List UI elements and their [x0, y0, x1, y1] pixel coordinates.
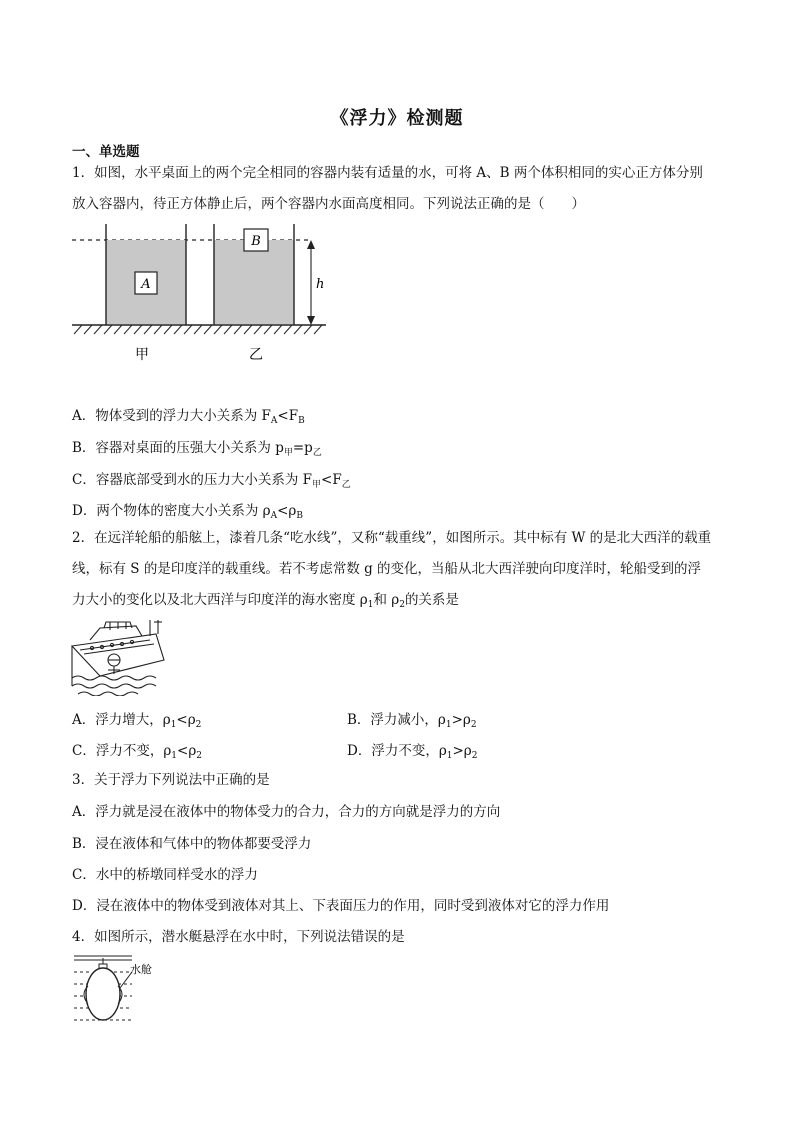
label-yi: 乙 [249, 347, 263, 363]
q2-option-a[interactable]: A．浮力增大，$\rho_1<\rho_2$ [72, 712, 202, 730]
q2-stem: 2．在远洋轮船的船舷上，漆着几条“吃水线”，又称“载重线”，如图所示。其中标有 W 的是北大西洋的载重 线，标有 S 的是印度洋的载重线。若不考虑常数 g 的变化，当船从北大西洋驶向印度洋时，轮船受到的浮 力大小的变化以及北大西洋与印度洋的海水密度 $\rho_1$和 $\rho_2$的关系是 [72, 530, 712, 610]
q1-stem [72, 158, 724, 220]
label-jia: 甲 [135, 347, 149, 363]
submarine-hull [86, 968, 120, 1020]
water-tank-label: 水舱 [130, 963, 152, 976]
height-label: h [316, 277, 325, 292]
q1-stem-line1: 1．如图，水平桌面上的两个完全相同的容器内装有适量的水，可将 A、B 两个体积相同的实心正方体分别 [72, 165, 703, 181]
q3-option-c[interactable]: C．水中的桥墩同样受水的浮力 [72, 867, 258, 883]
q1-figure [68, 222, 338, 370]
q3-option-a[interactable]: A．浮力就是浸在液体中的物体受力的合力，合力的方向就是浮力的方向 [72, 804, 501, 820]
q3-stem: 3．关于浮力下列说法中正确的是 [72, 772, 270, 788]
submarine-figure [70, 952, 170, 1026]
q2-option-b[interactable]: B．浮力减小，$\rho_1>\rho_2$ [347, 712, 477, 730]
q1-option-c[interactable]: C．容器底部受到水的压力大小关系为 $F_甲<F_乙$ [72, 472, 351, 490]
section-heading: 一、单选题 [72, 144, 140, 160]
q2-option-c[interactable]: C．浮力不变，$\rho_1<\rho_2$ [72, 743, 202, 761]
q3-option-d[interactable]: D．浸在液体中的物体受到液体对其上、下表面压力的作用，同时受到液体对它的浮力作用 [72, 898, 610, 914]
water-waves [72, 676, 156, 680]
q1-option-d[interactable]: D．两个物体的密度大小关系为 $\rho_A<\rho_B$ [72, 503, 303, 521]
q1-option-b[interactable]: B．容器对桌面的压强大小关系为 $p_甲=p_乙$ [72, 440, 322, 458]
q1-stem-line2: 放入容器内，待正方体静止后，两个容器内水面高度相同。下列说法正确的是（ ） [72, 196, 585, 212]
page-title: 《浮力》检测题 [330, 108, 464, 129]
q3-option-b[interactable]: B．浸在液体和气体中的物体都要受浮力 [72, 836, 312, 852]
q1-option-a[interactable]: A．物体受到的浮力大小关系为 $F_A<F_B$ [72, 408, 305, 426]
q4-stem: 4．如图所示，潜水艇悬浮在水中时，下列说法错误的是 [72, 929, 405, 945]
cube-a-label: A [141, 277, 151, 292]
water-yi [214, 240, 294, 324]
ground-hatching [74, 325, 322, 334]
cube-b-label: B [251, 234, 261, 249]
q2-option-d[interactable]: D．浮力不变，$\rho_1>\rho_2$ [347, 743, 478, 761]
ship-figure [70, 620, 170, 696]
